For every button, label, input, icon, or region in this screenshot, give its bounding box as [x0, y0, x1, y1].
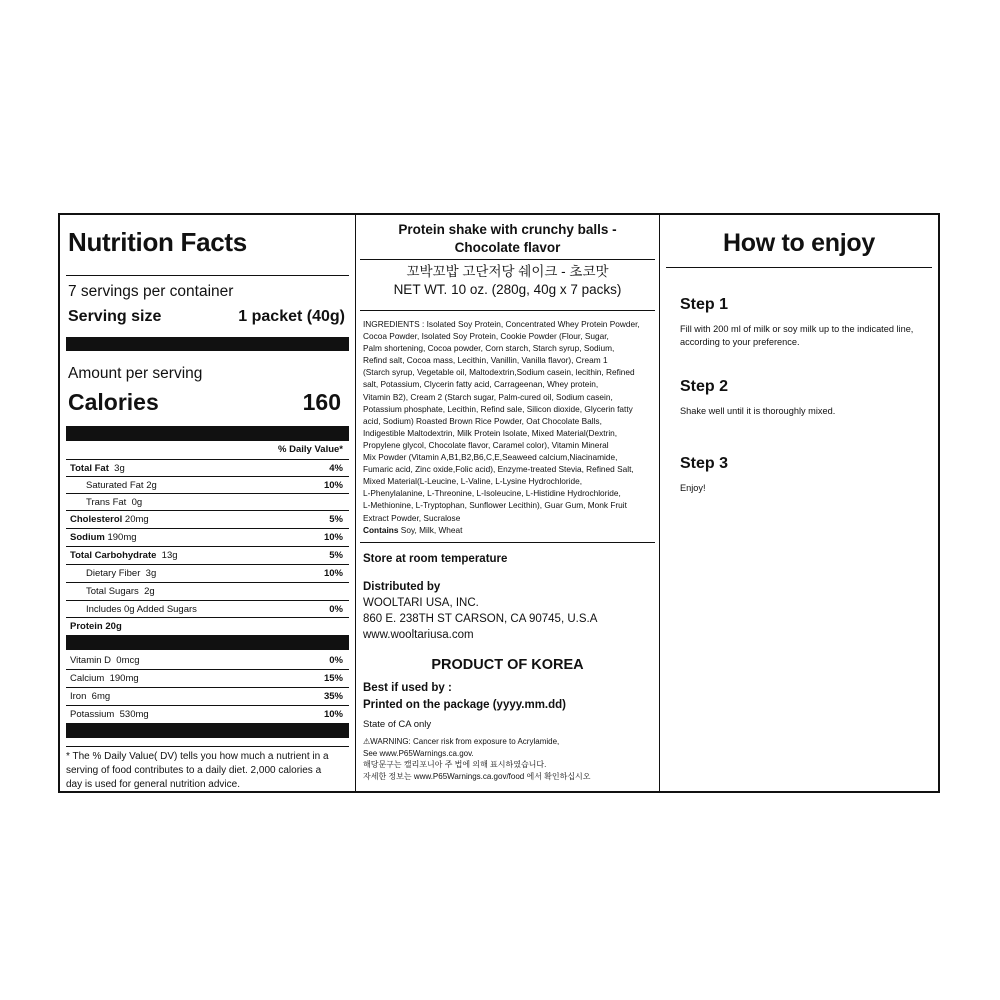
step-text: Enjoy! — [680, 483, 706, 493]
best-by-block: Best if used by : Printed on the package (yyyy.mm.dd) — [363, 682, 567, 711]
calories-row — [68, 389, 341, 416]
product-title: Protein shake with crunchy balls - Chocolate flavor — [398, 222, 617, 255]
daily-value-footnote: * The % Daily Value( DV) tells you how much a nutrient in a serving of food contributes to a daily diet. 2,000 calories a day is used for general nutrition advice. — [66, 746, 349, 792]
step-text: Fill with 200 ml of milk or soy milk up to the indicated line, according to your preference. — [680, 324, 914, 347]
step-heading: Step 3 — [680, 455, 729, 472]
nutrition-facts-title: Nutrition Facts — [68, 227, 247, 257]
serving-size-row — [68, 308, 345, 326]
storage-instructions: Store at room temperature — [363, 553, 508, 565]
nutrient-row: Includes 0g Added Sugars 0% — [66, 600, 349, 618]
nutrient-row: Protein 20g — [66, 617, 349, 635]
california-notice: State of CA only — [363, 719, 432, 730]
thick-divider — [66, 426, 349, 441]
how-to-enjoy-panel — [660, 215, 938, 791]
divider — [666, 267, 932, 268]
net-weight: NET WT. 10 oz. (280g, 40g x 7 packs) — [393, 282, 622, 297]
product-name-block — [356, 263, 659, 299]
nutrient-row: Cholesterol 20mg 5% — [66, 510, 349, 528]
product-info-panel — [356, 215, 660, 791]
divider — [66, 275, 349, 276]
nutrient-row: Total Sugars 2g — [66, 582, 349, 600]
step-3 — [680, 455, 928, 495]
divider — [360, 542, 655, 543]
how-to-enjoy-title: How to enjoy — [723, 229, 875, 257]
thick-divider — [66, 337, 349, 351]
amount-per-serving: Amount per serving — [68, 365, 203, 382]
nutrient-row: Dietary Fiber 3g 10% — [66, 564, 349, 582]
distributed-by-label: Distributed by — [363, 581, 441, 593]
distributor-block — [363, 579, 597, 643]
country-of-origin: PRODUCT OF KOREA — [431, 657, 584, 673]
product-label-panel — [58, 213, 940, 793]
calories-label: Calories — [68, 389, 159, 415]
step-1 — [680, 296, 928, 348]
divider — [360, 259, 655, 260]
vitamin-row: Calcium 190mg 15% — [66, 669, 349, 687]
prop65-warning: ⚠WARNING: Cancer risk from exposure to Acrylamide, See www.P65Warnings.ca.gov. 해당문구는 캘리포니아 주 법에 의해 표시하였습니다. 자세한 정보는 www.P65Warnings.ca.gov/food 에서 확인하십시오 — [363, 737, 591, 781]
nutrient-row: Sodium 190mg 10% — [66, 528, 349, 546]
distributor-address: 860 E. 238TH ST CARSON, CA 90745, U.S.A — [363, 613, 598, 625]
ingredients-list: INGREDIENTS : Isolated Soy Protein, Concentrated Whey Protein Powder, Cocoa Powder, Isolated Soy Protein, Cookie Powder (Flour, Sugar, Palm shortening, Cocoa powder, Corn starch, Starch syrup, Sodium, Refind salt, Cocoa mass, Lecithin, Vanillin, Vanilla flavor), Cream 1 (Starch syrup, Vegetable oil, Maltodextrin,Sodium casein, lecithin, Refined salt, Potassium, Clycerin fatty acid, Carrageenan, Whey protein, Vitamin B2), Cream 2 (Starch sugar, Palm-cured oil, Sodium casein, Potassium phosphate, Lecithin, Refind sale, Silicon dioxide, Glycerin fatty acid, Sodium) Roasted Brown Rice Powder, Oat Chocolate Balls, Indigestible Maltodextrin, Milk Protein Isolate, Mixed Material(Dextrin, Propylene glycol, Chocolate flavor, Caramel color), Vitamin Mineral Mix Powder (Vitamin A,B1,B2,B6,C,E,Seaweed calcium,Niacinamide, Fumaric acid, Zinc oxide,Folic acid), Enzyme-treated Stevia, Refined Salt, Mixed Material(L-Leucine, L-Valine, L-Lysine Hydrochloride, L-Phenylalanine, L-Threonine, L-Isoleucine, L-Histidine Hydrochloride, L-Methionine, L-Tryptophan, Sunflower Lecithin), Guar Gum, Monk Fruit Extract Powder, Sucralose Contains Soy, Milk, Wheat — [363, 318, 653, 536]
vitamin-row: Vitamin D 0mcg 0% — [70, 655, 343, 666]
serving-size-value: 1 packet (40g) — [238, 308, 345, 325]
step-2 — [680, 378, 928, 418]
nutrient-row: Total Fat 3g 4% — [66, 459, 349, 477]
thick-divider — [66, 723, 349, 738]
nutrient-row: Trans Fat 0g — [66, 493, 349, 511]
vitamin-row: Iron 6mg 35% — [66, 687, 349, 705]
nutrient-row: Total Carbohydrate 13g 5% — [66, 546, 349, 564]
daily-value-header: % Daily Value* — [278, 444, 343, 455]
serving-size-label: Serving size — [68, 308, 162, 325]
calories-value: 160 — [302, 389, 341, 415]
thick-divider — [66, 635, 349, 650]
korean-product-name: 꼬박꼬밥 고단저당 쉐이크 - 초코맛 — [406, 264, 609, 279]
nutrient-row: Saturated Fat 2g 10% — [66, 476, 349, 494]
step-heading: Step 2 — [680, 378, 729, 395]
nutrition-facts-panel — [60, 215, 356, 791]
step-heading: Step 1 — [680, 296, 729, 313]
vitamin-row: Potassium 530mg 10% — [66, 705, 349, 723]
divider — [360, 310, 655, 311]
servings-per-container: 7 servings per container — [68, 283, 234, 300]
distributor-website: www.wooltariusa.com — [363, 629, 474, 641]
allergen-contains: Contains Soy, Milk, Wheat — [363, 524, 463, 535]
step-text: Shake well until it is thoroughly mixed. — [680, 406, 836, 416]
distributor-name: WOOLTARI USA, INC. — [363, 597, 479, 609]
